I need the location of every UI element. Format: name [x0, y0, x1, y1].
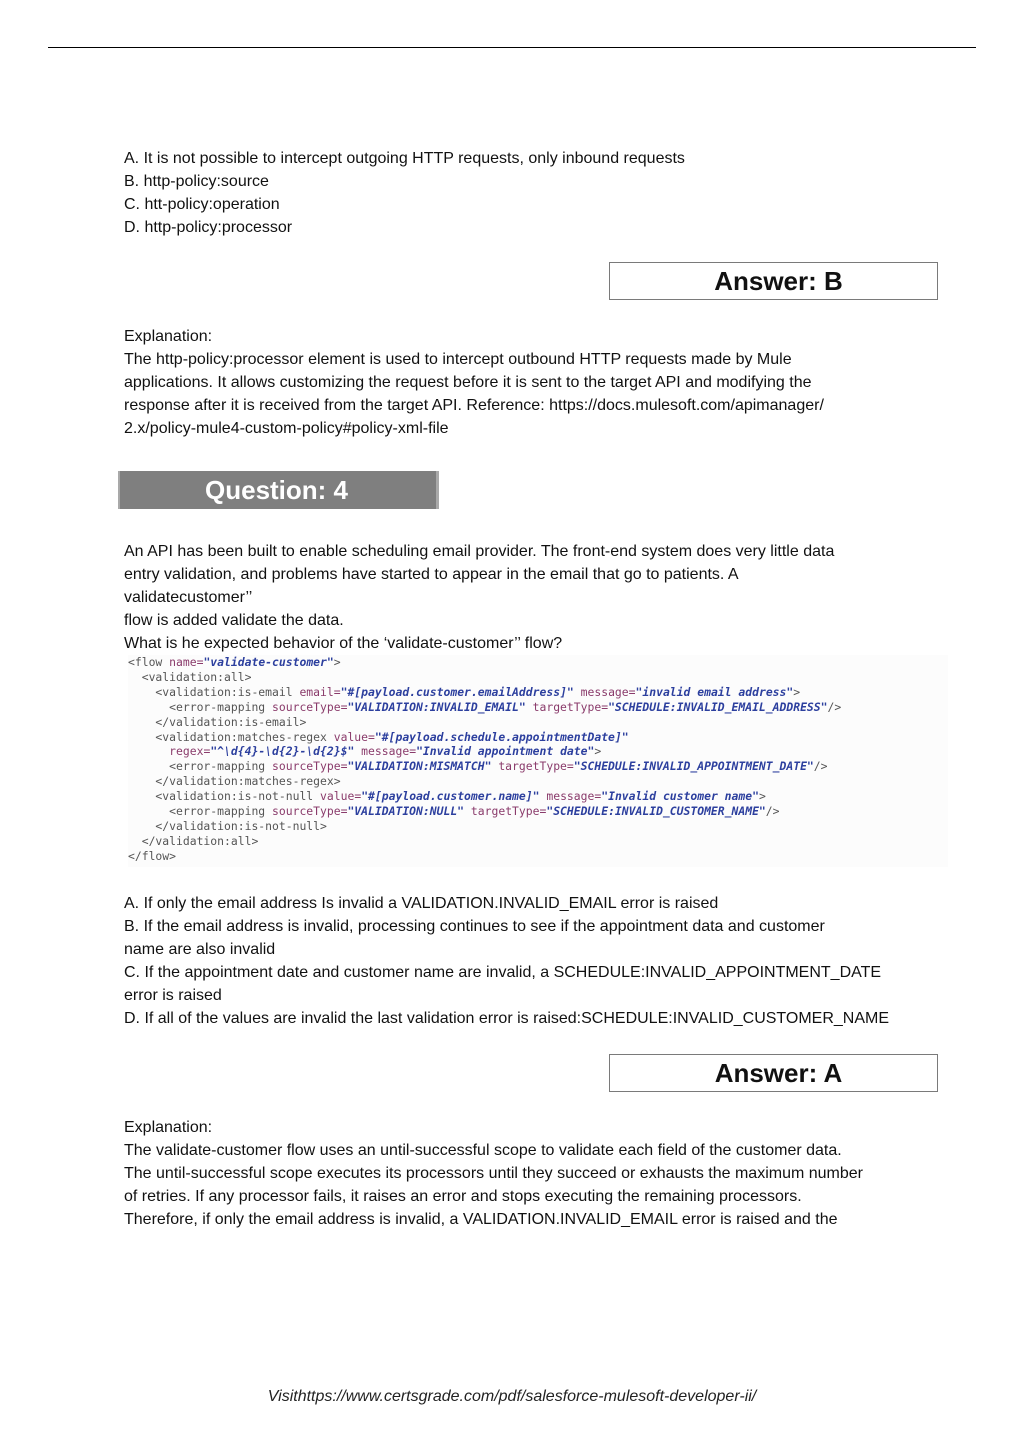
stem-line: flow is added validate the data.	[124, 612, 344, 629]
code-token: value=	[333, 729, 375, 744]
option-line: D. If all of the values are invalid the last validation error is raised:SCHEDULE:INVALID_CUSTOMER_NAME	[124, 1010, 890, 1027]
question-title: Question: 4	[205, 475, 349, 505]
explanation-line: 2.x/policy-mule4-custom-policy#policy-xml-file	[124, 420, 449, 437]
code-line	[128, 804, 948, 819]
code-token: <error-mapping	[128, 759, 273, 774]
answer-box	[609, 1054, 938, 1092]
code-token: targetType=	[525, 699, 609, 714]
explanation-line: The validate-customer flow uses an until-successful scope to validate each field of the customer data.	[124, 1142, 842, 1159]
code-token: "Invalid appointment date"	[416, 744, 595, 759]
code-line: <validation:all>	[128, 669, 252, 684]
prev-answer-label: Answer: B	[714, 266, 843, 296]
code-token: >	[758, 789, 766, 804]
option-line: C. If the appointment date and customer name are invalid, a SCHEDULE:INVALID_APPOINTMENT_DATE	[124, 964, 882, 981]
code-token: sourceType=	[272, 759, 348, 774]
code-line	[128, 655, 948, 670]
code-token: <validation:is-not-null	[128, 789, 321, 804]
code-line: </validation:all>	[128, 833, 259, 848]
code-line: </validation:is-email>	[128, 714, 307, 729]
question-stem	[124, 540, 834, 655]
code-token: "#[payload.customer.name]"	[361, 789, 540, 804]
code-token: "validate-customer"	[203, 655, 334, 669]
footer-link[interactable]: Visithttps://www.certsgrade.com/pdf/salesforce-mulesoft-developer-ii/	[267, 1388, 757, 1405]
code-token: <validation:matches-regex	[128, 729, 334, 744]
code-token: "VALIDATION:INVALID_EMAIL"	[347, 699, 526, 714]
prev-question-options	[124, 147, 685, 239]
code-token: <validation:is-email	[128, 684, 300, 699]
explanation-line: The until-successful scope executes its processors until they succeed or exhausts the maximum number	[124, 1165, 863, 1182]
explanation-line: applications. It allows customizing the request before it is sent to the target API and modifying the	[124, 374, 812, 391]
stem-line: entry validation, and problems have started to appear in the email that go to patients. A	[124, 566, 739, 583]
code-token: >	[594, 744, 602, 759]
code-line	[128, 730, 948, 745]
code-token: "#[payload.customer.emailAddress]"	[340, 684, 574, 699]
explanation-line: response after it is received from the target API. Reference: https://docs.mulesoft.com/apimanager/	[124, 397, 824, 414]
question-banner	[118, 471, 439, 509]
stem-line: What is he expected behavior of the ‘validate-customer’’ flow?	[124, 635, 563, 652]
code-token: sourceType=	[272, 804, 348, 819]
code-token: "VALIDATION:NULL"	[347, 804, 465, 819]
code-line: </flow>	[128, 848, 177, 863]
question-options	[124, 892, 889, 1030]
code-token: email=	[299, 684, 341, 699]
code-token: "SCHEDULE:INVALID_EMAIL_ADDRESS"	[608, 699, 828, 714]
option-line: A. If only the email address Is invalid a VALIDATION.INVALID_EMAIL error is raised	[124, 895, 719, 912]
code-line: </validation:is-not-null>	[128, 818, 327, 833]
option-line: name are also invalid	[124, 941, 276, 958]
code-token: <error-mapping	[128, 699, 273, 714]
answer-label: Answer: A	[714, 1058, 843, 1088]
code-token: "^\d{4}-\d{2}-\d{2}$"	[210, 744, 355, 759]
code-token: targetType=	[491, 759, 574, 774]
question-explanation	[124, 1116, 863, 1231]
option-a: A. It is not possible to intercept outgoing HTTP requests, only inbound requests	[124, 150, 685, 167]
code-line: </validation:matches-regex>	[128, 774, 341, 789]
code-token: />	[827, 699, 842, 714]
code-token: sourceType=	[272, 699, 348, 714]
header-rule	[48, 47, 976, 48]
option-b: B. http-policy:source	[124, 173, 269, 190]
code-token: />	[813, 759, 828, 774]
code-screenshot	[128, 655, 948, 867]
code-token: "Invalid customer name"	[601, 789, 759, 804]
code-token: "SCHEDULE:INVALID_APPOINTMENT_DATE"	[573, 759, 814, 774]
option-line: error is raised	[124, 987, 222, 1004]
code-line	[128, 700, 948, 715]
code-token: >	[333, 655, 341, 669]
code-token	[128, 744, 169, 758]
code-token: regex=	[169, 744, 211, 759]
code-token: message=	[354, 744, 417, 759]
stem-line: An API has been built to enable scheduling email provider. The front-end system does very little data	[124, 543, 835, 560]
stem-line: validatecustomer’’	[124, 589, 253, 606]
prev-answer-box	[609, 262, 938, 300]
explanation-label: Explanation:	[124, 328, 213, 345]
code-token: "invalid email address"	[635, 684, 794, 699]
explanation-label: Explanation:	[124, 1119, 213, 1136]
code-token: message=	[573, 684, 636, 699]
code-token: <error-mapping	[128, 804, 273, 819]
code-token: "VALIDATION:MISMATCH"	[347, 759, 492, 774]
code-token: <flow	[128, 655, 170, 669]
prev-explanation	[124, 325, 824, 440]
code-token: />	[765, 804, 780, 819]
option-d: D. http-policy:processor	[124, 219, 293, 236]
code-token: >	[793, 684, 801, 699]
explanation-line: The http-policy:processor element is used to intercept outbound HTTP requests made by Mule	[124, 351, 792, 368]
code-token: message=	[539, 789, 602, 804]
explanation-line: Therefore, if only the email address is invalid, a VALIDATION.INVALID_EMAIL error is raised and the	[124, 1211, 838, 1228]
explanation-line: of retries. If any processor fails, it raises an error and stops executing the remaining processors.	[124, 1188, 802, 1205]
code-line	[128, 744, 948, 759]
code-line	[128, 789, 948, 804]
option-line: B. If the email address is invalid, processing continues to see if the appointment data and customer	[124, 918, 825, 935]
code-line	[128, 685, 948, 700]
code-token: name=	[169, 655, 204, 669]
option-c: C. htt-policy:operation	[124, 196, 280, 213]
code-token: targetType=	[464, 804, 547, 819]
code-line	[128, 759, 948, 774]
code-token: "#[payload.schedule.appointmentDate]"	[374, 729, 629, 744]
code-token: "SCHEDULE:INVALID_CUSTOMER_NAME"	[546, 804, 766, 819]
code-token: value=	[320, 789, 362, 804]
